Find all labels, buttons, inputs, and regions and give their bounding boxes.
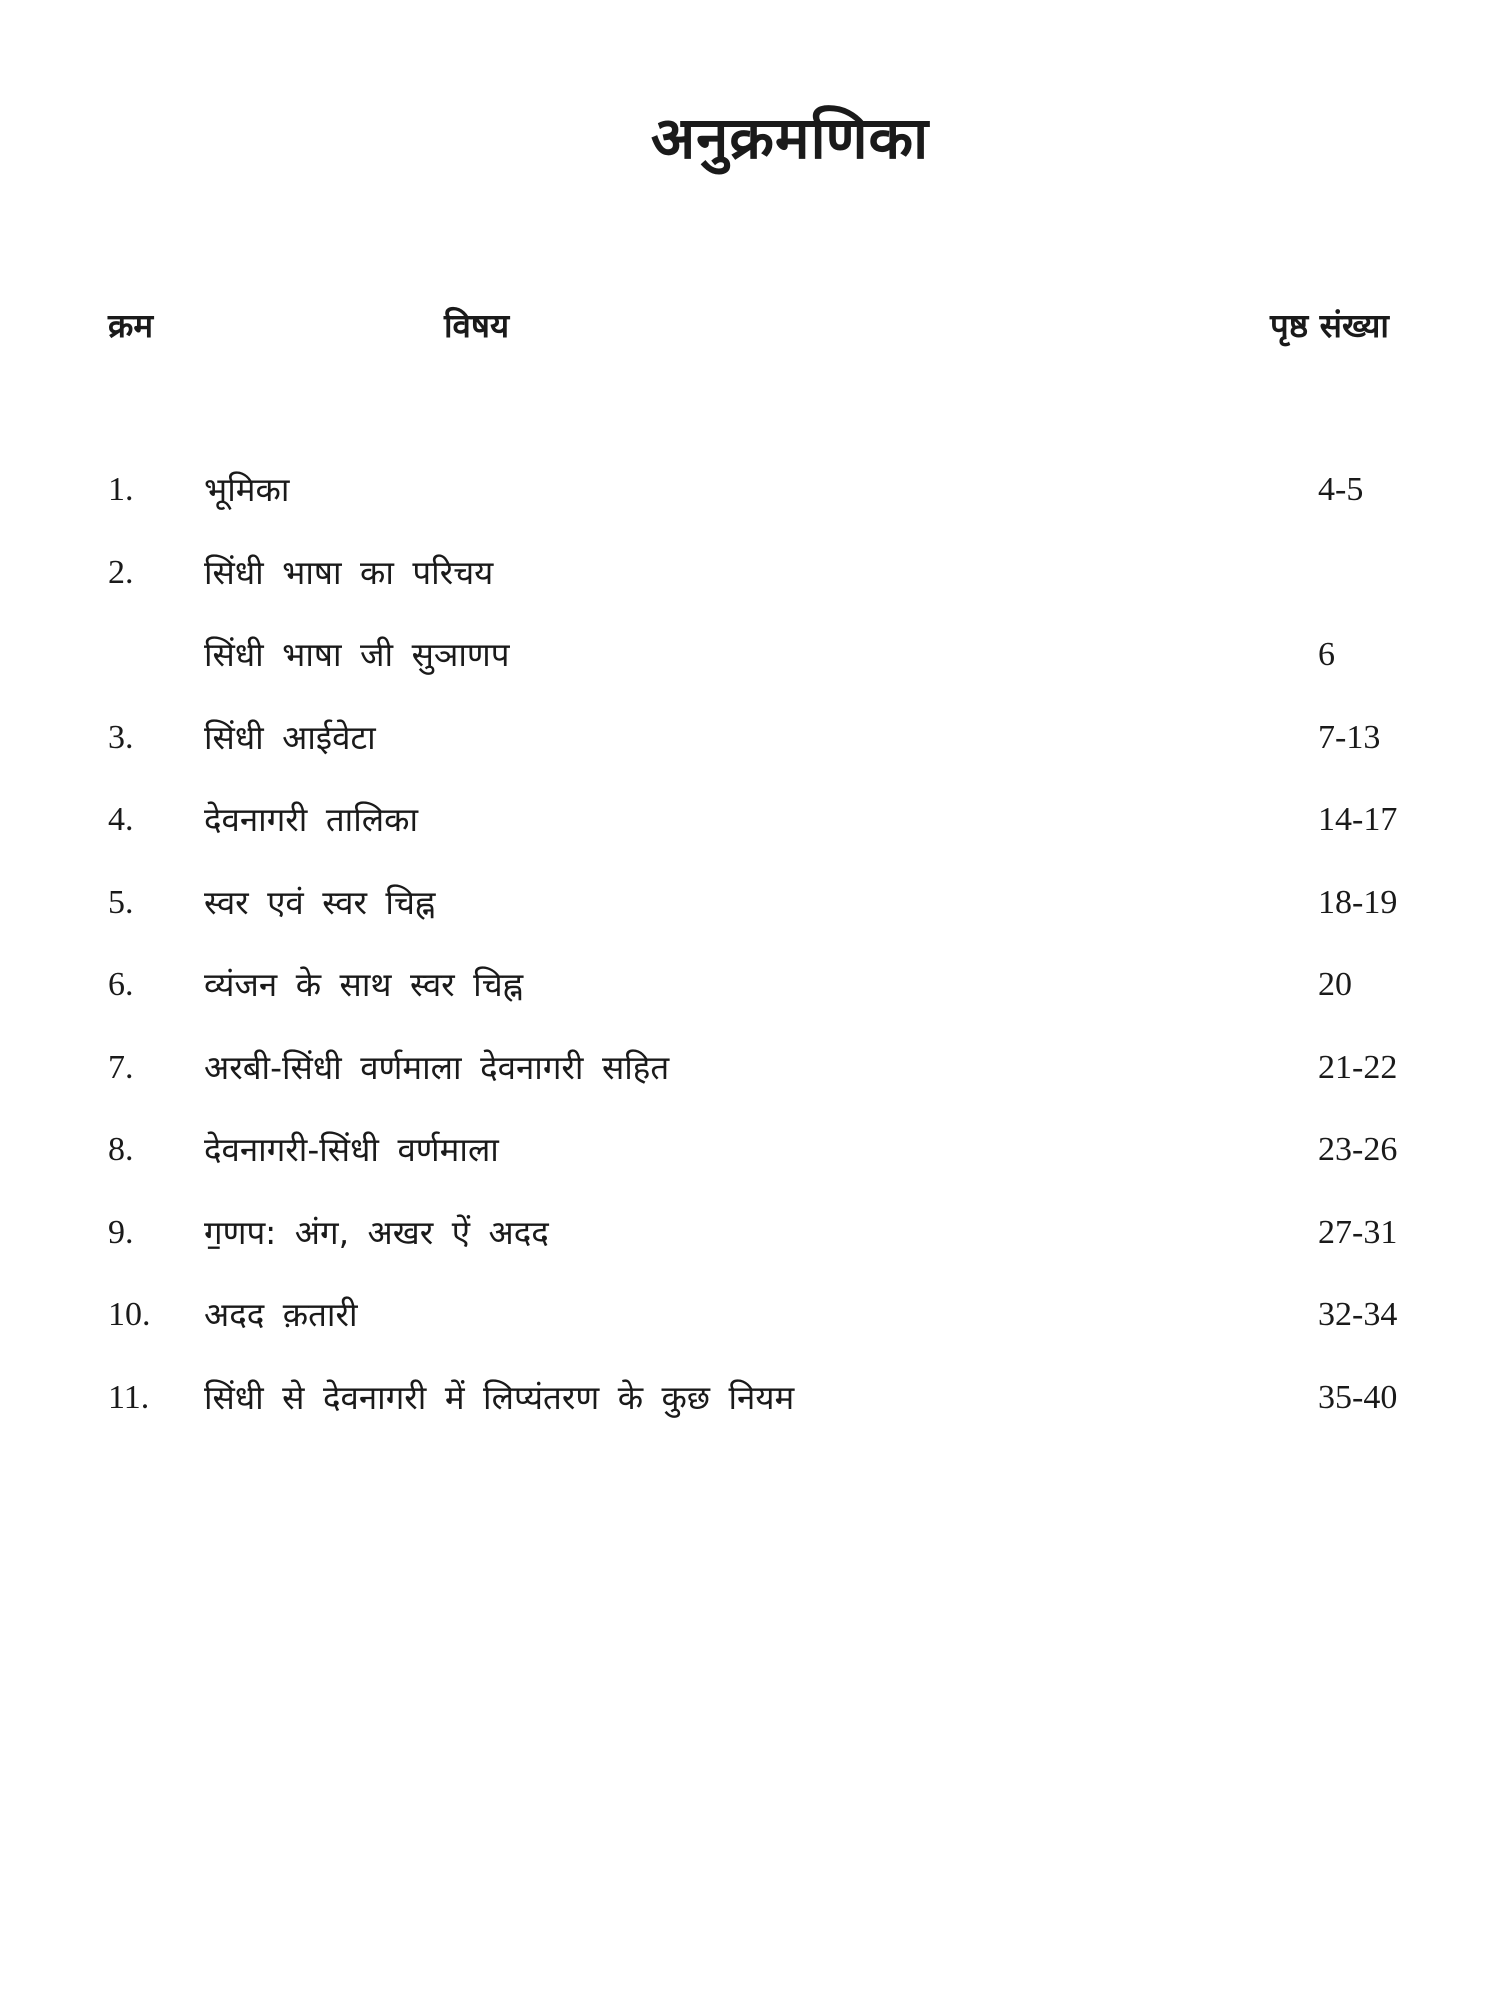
toc-row: [0, 625, 1500, 708]
toc-row-pages: 18-19: [1318, 883, 1398, 921]
toc-row-number: 4.: [108, 801, 134, 838]
toc-row-pages: 20: [1318, 966, 1352, 1003]
toc-row: [0, 460, 1500, 543]
toc-row: [0, 955, 1500, 1038]
toc-row-number: 5.: [108, 883, 134, 921]
toc-row: [0, 1368, 1500, 1451]
toc-row-number: 8.: [108, 1131, 134, 1168]
toc-row-pages: 23-26: [1318, 1131, 1398, 1168]
toc-row-subject: सिंधी भाषा का परिचय: [204, 552, 494, 592]
toc-row-subject: अदद क़तारी: [204, 1295, 358, 1334]
toc-row-subject: अरबी-सिंधी वर्णमाला देवनागरी सहित: [204, 1047, 670, 1087]
toc-row-number: 1.: [108, 471, 134, 508]
toc-row-number: 3.: [108, 718, 134, 756]
toc-row-pages: 14-17: [1318, 801, 1398, 838]
toc-row-number: 9.: [108, 1213, 134, 1251]
toc-row: [0, 790, 1500, 873]
toc-row-subject: भूमिका: [204, 470, 290, 509]
header-page-number: पृष्ठ संख्या: [1270, 306, 1389, 345]
toc-row-pages: 27-31: [1318, 1213, 1398, 1251]
toc-row: [0, 708, 1500, 791]
header-subject: विषय: [444, 306, 510, 345]
toc-row-subject: सिंधी भाषा जी सुञाणप: [204, 635, 510, 674]
toc-row-subject: सिंधी आईवेटा: [204, 717, 376, 757]
toc-row-pages: 32-34: [1318, 1296, 1398, 1333]
toc-row-pages: 7-13: [1318, 718, 1381, 756]
toc-row-subject: स्वर एवं स्वर चिह्न: [204, 882, 436, 922]
toc-row-subject: सिंधी से देवनागरी में लिप्यंतरण के कुछ नियम: [204, 1377, 795, 1417]
toc-row-number: 2.: [108, 553, 134, 591]
toc-header-row: [0, 296, 1500, 356]
toc-row-subject: व्यंजन के साथ स्वर चिह्न: [204, 965, 524, 1004]
toc-row: [0, 1203, 1500, 1286]
toc-row-number: 11.: [108, 1378, 150, 1416]
toc-row-number: 6.: [108, 966, 134, 1003]
toc-row: [0, 1285, 1500, 1368]
toc-row-pages: 6: [1318, 636, 1335, 673]
toc-row-number: 7.: [108, 1048, 134, 1086]
toc-row-number: 10.: [108, 1296, 151, 1333]
toc-row: [0, 1038, 1500, 1121]
toc-row-subject: देवनागरी तालिका: [204, 800, 419, 839]
toc-row-pages: 35-40: [1318, 1378, 1398, 1416]
toc-list: [0, 460, 1500, 1450]
toc-row-subject: ग॒णप: अंग, अखर ऐं अदद: [204, 1212, 549, 1252]
page-title: अनुक्रमणिका: [650, 104, 930, 172]
toc-row: [0, 543, 1500, 626]
toc-row-pages: 21-22: [1318, 1048, 1398, 1086]
toc-row-subject: देवनागरी-सिंधी वर्णमाला: [204, 1130, 499, 1169]
header-serial: क्रम: [108, 306, 154, 345]
toc-row-pages: 4-5: [1318, 471, 1364, 508]
toc-row: [0, 1120, 1500, 1203]
toc-row: [0, 873, 1500, 956]
